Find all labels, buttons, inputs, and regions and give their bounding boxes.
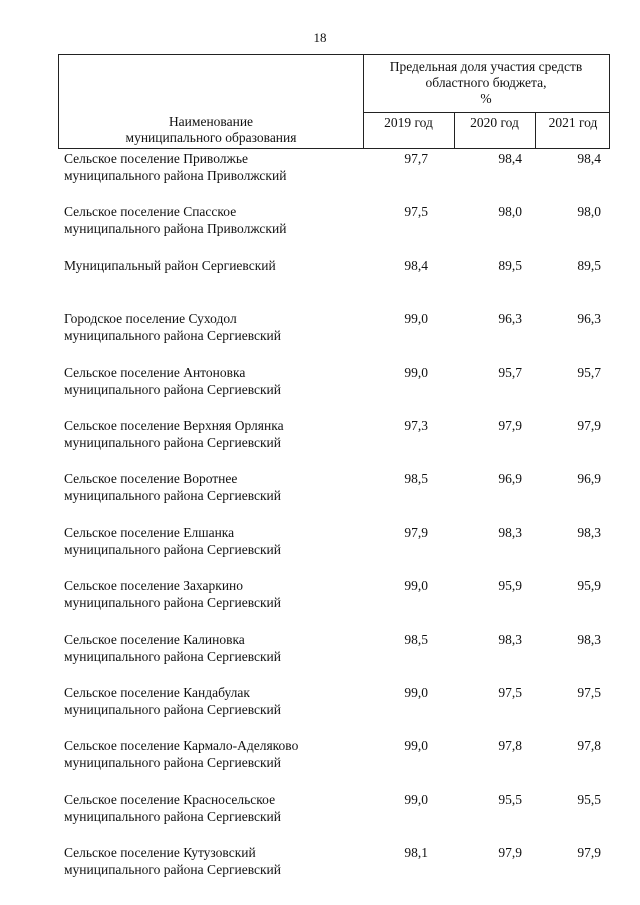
row-value-2019: 97,3: [404, 417, 428, 433]
row-value-2019: 99,0: [404, 311, 428, 327]
row-value-2019: 97,9: [404, 524, 428, 540]
row-value-2021: 95,9: [577, 578, 601, 594]
row-value-2021: 95,7: [577, 364, 601, 380]
row-name: Сельское поселение Воротнее муниципального района Сергиевский: [64, 471, 281, 504]
header-year-2019: 2019 год: [384, 115, 433, 130]
row-value-2020: 96,3: [498, 311, 522, 327]
row-value-2021: 98,3: [577, 524, 601, 540]
row-value-2021: 96,3: [577, 311, 601, 327]
header-year-2021: 2021 год: [548, 115, 598, 130]
row-name: Сельское поселение Елшанка муниципального района Сергиевский: [64, 524, 281, 557]
table-row: [0, 150, 640, 203]
row-value-2020: 97,8: [498, 738, 522, 754]
row-name: Сельское поселение Антоновка муниципального района Сергиевский: [64, 364, 281, 397]
table-body: [0, 150, 640, 897]
table-header: [58, 54, 610, 149]
table-row: [0, 257, 640, 310]
row-value-2021: 98,4: [577, 151, 601, 166]
row-name: Сельское поселение Кандабулак муниципального района Сергиевский: [64, 684, 281, 717]
row-value-2021: 97,9: [577, 417, 601, 433]
row-value-2019: 99,0: [404, 684, 428, 700]
row-value-2020: 97,9: [498, 845, 522, 861]
header-divider: [363, 112, 609, 113]
row-value-2020: 97,5: [498, 684, 522, 700]
row-value-2019: 98,1: [404, 845, 428, 861]
row-value-2020: 98,3: [498, 631, 522, 647]
row-value-2020: 98,3: [498, 524, 522, 540]
table-row: [0, 631, 640, 684]
row-value-2019: 99,0: [404, 578, 428, 594]
row-name: Сельское поселение Захаркино муниципального района Сергиевский: [64, 578, 281, 611]
row-value-2021: 98,0: [577, 204, 601, 220]
row-value-2019: 97,5: [404, 204, 428, 220]
row-value-2019: 99,0: [404, 738, 428, 754]
table-row: [0, 844, 640, 897]
table-row: [0, 737, 640, 790]
row-value-2020: 95,7: [498, 364, 522, 380]
row-name: Сельское поселение Кармало-Аделяково муниципального района Сергиевский: [64, 738, 299, 771]
table-row: [0, 791, 640, 844]
header-name-column: Наименование муниципального образования: [125, 114, 297, 145]
row-value-2020: 96,9: [498, 471, 522, 487]
row-name: Сельское поселение Приволжье муниципального района Приволжский: [64, 151, 287, 183]
table-row: [0, 470, 640, 523]
header-share-column: Предельная доля участия средств областного бюджета, %: [389, 59, 583, 106]
row-name: Городское поселение Суходол муниципального района Сергиевский: [64, 311, 281, 344]
row-name: Сельское поселение Калиновка муниципального района Сергиевский: [64, 631, 281, 664]
row-value-2020: 89,5: [498, 257, 522, 273]
row-value-2021: 95,5: [577, 791, 601, 807]
row-value-2019: 98,4: [404, 257, 428, 273]
table-row: [0, 524, 640, 577]
row-value-2021: 96,9: [577, 471, 601, 487]
row-value-2021: 97,5: [577, 684, 601, 700]
row-value-2020: 97,9: [498, 417, 522, 433]
table-row: [0, 684, 640, 737]
row-value-2019: 98,5: [404, 631, 428, 647]
header-year-2020: 2020 год: [470, 115, 519, 130]
table-row: [0, 203, 640, 256]
row-name: Муниципальный район Сергиевский: [64, 257, 276, 273]
row-value-2019: 99,0: [404, 364, 428, 380]
row-value-2019: 99,0: [404, 791, 428, 807]
row-value-2021: 97,8: [577, 738, 601, 754]
row-value-2020: 98,0: [498, 204, 522, 220]
table-row: [0, 417, 640, 470]
row-value-2021: 98,3: [577, 631, 601, 647]
row-value-2021: 97,9: [577, 845, 601, 861]
row-name: Сельское поселение Кутузовский муниципального района Сергиевский: [64, 845, 281, 878]
table-row: [0, 577, 640, 630]
row-value-2020: 95,5: [498, 791, 522, 807]
row-name: Сельское поселение Верхняя Орлянка муниципального района Сергиевский: [64, 417, 284, 450]
table-row: [0, 310, 640, 363]
row-name: Сельское поселение Красносельское муниципального района Сергиевский: [64, 791, 281, 824]
page-number: 18: [313, 30, 327, 45]
table-row: [0, 364, 640, 417]
row-value-2019: 97,7: [404, 151, 428, 166]
row-value-2019: 98,5: [404, 471, 428, 487]
row-value-2020: 98,4: [498, 151, 522, 166]
row-value-2021: 89,5: [577, 257, 601, 273]
row-name: Сельское поселение Спасское муниципального района Приволжский: [64, 204, 287, 237]
row-value-2020: 95,9: [498, 578, 522, 594]
